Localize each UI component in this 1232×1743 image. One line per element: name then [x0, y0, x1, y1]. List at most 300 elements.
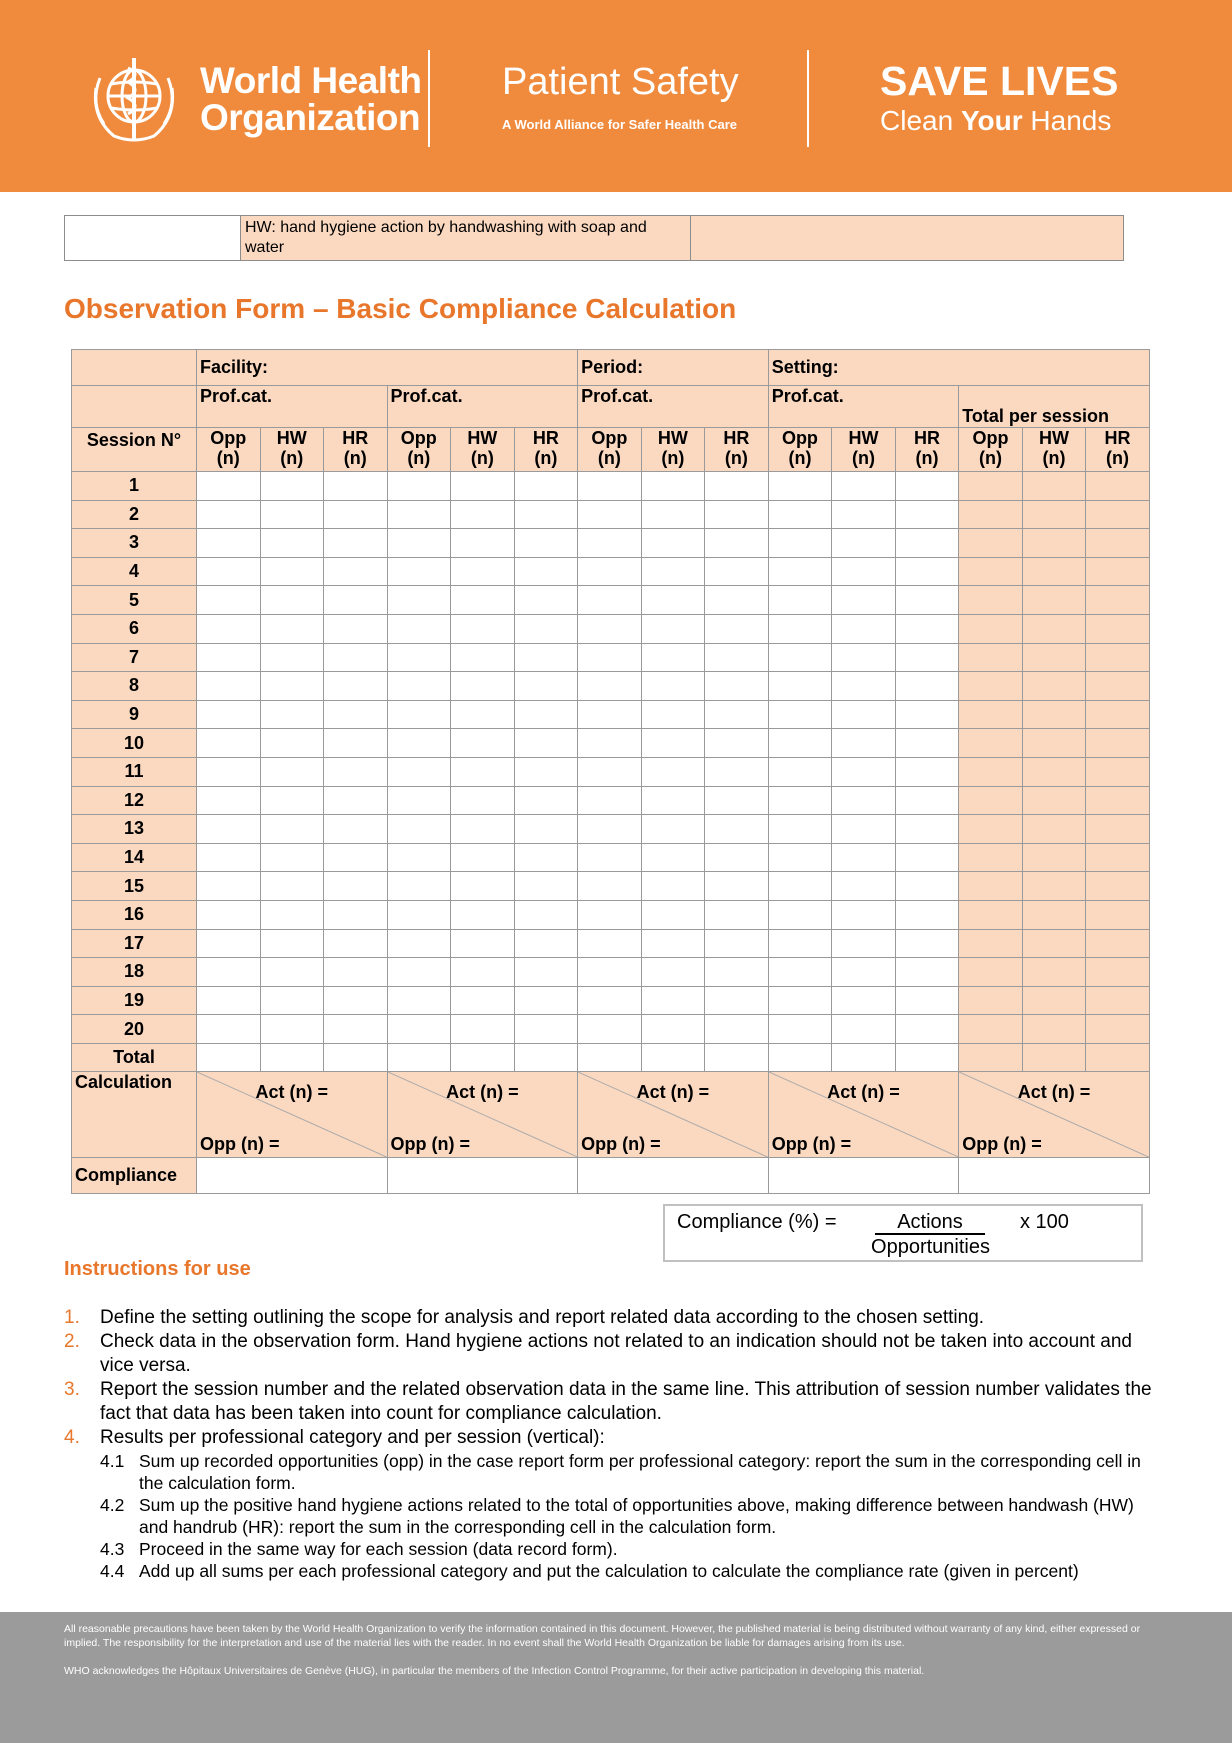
data-entry-cell[interactable] [578, 472, 642, 501]
data-entry-cell[interactable] [832, 786, 896, 815]
data-entry-cell[interactable] [705, 586, 769, 615]
data-entry-cell[interactable] [514, 614, 578, 643]
data-entry-cell[interactable] [1086, 872, 1150, 901]
data-entry-cell[interactable] [197, 529, 261, 558]
data-entry-cell[interactable] [959, 586, 1023, 615]
data-entry-cell[interactable] [197, 843, 261, 872]
data-entry-cell[interactable] [1022, 586, 1086, 615]
data-entry-cell[interactable] [832, 529, 896, 558]
data-entry-cell[interactable] [1022, 872, 1086, 901]
calculation-cell[interactable] [197, 1072, 388, 1158]
data-entry-cell[interactable] [832, 1015, 896, 1044]
data-entry-cell[interactable] [260, 1043, 324, 1072]
data-entry-cell[interactable] [197, 757, 261, 786]
data-entry-cell[interactable] [578, 757, 642, 786]
data-entry-cell[interactable] [959, 1015, 1023, 1044]
data-entry-cell[interactable] [705, 757, 769, 786]
data-entry-cell[interactable] [324, 1043, 388, 1072]
data-entry-cell[interactable] [1022, 1015, 1086, 1044]
facility-field[interactable]: Facility: [197, 350, 578, 386]
data-entry-cell[interactable] [514, 529, 578, 558]
data-entry-cell[interactable] [578, 900, 642, 929]
data-entry-cell[interactable] [451, 1043, 515, 1072]
data-entry-cell[interactable] [514, 900, 578, 929]
data-entry-cell[interactable] [832, 958, 896, 987]
data-entry-cell[interactable] [959, 872, 1023, 901]
data-entry-cell[interactable] [260, 700, 324, 729]
data-entry-cell[interactable] [1022, 929, 1086, 958]
data-entry-cell[interactable] [895, 958, 959, 987]
data-entry-cell[interactable] [959, 729, 1023, 758]
data-entry-cell[interactable] [768, 1015, 832, 1044]
data-entry-cell[interactable] [260, 472, 324, 501]
data-entry-cell[interactable] [705, 815, 769, 844]
data-entry-cell[interactable] [959, 815, 1023, 844]
data-entry-cell[interactable] [895, 1043, 959, 1072]
data-entry-cell[interactable] [705, 700, 769, 729]
data-entry-cell[interactable] [895, 557, 959, 586]
data-entry-cell[interactable] [514, 557, 578, 586]
data-entry-cell[interactable] [451, 614, 515, 643]
data-entry-cell[interactable] [768, 472, 832, 501]
compliance-cell[interactable] [387, 1158, 578, 1194]
data-entry-cell[interactable] [1086, 986, 1150, 1015]
data-entry-cell[interactable] [514, 500, 578, 529]
data-entry-cell[interactable] [768, 958, 832, 987]
data-entry-cell[interactable] [324, 729, 388, 758]
data-entry-cell[interactable] [387, 672, 451, 701]
data-entry-cell[interactable] [1022, 958, 1086, 987]
data-entry-cell[interactable] [197, 586, 261, 615]
data-entry-cell[interactable] [832, 843, 896, 872]
data-entry-cell[interactable] [451, 872, 515, 901]
data-entry-cell[interactable] [451, 929, 515, 958]
data-entry-cell[interactable] [705, 929, 769, 958]
data-entry-cell[interactable] [260, 815, 324, 844]
data-entry-cell[interactable] [514, 757, 578, 786]
data-entry-cell[interactable] [768, 786, 832, 815]
data-entry-cell[interactable] [768, 529, 832, 558]
data-entry-cell[interactable] [832, 929, 896, 958]
data-entry-cell[interactable] [387, 586, 451, 615]
data-entry-cell[interactable] [768, 986, 832, 1015]
data-entry-cell[interactable] [895, 843, 959, 872]
data-entry-cell[interactable] [641, 729, 705, 758]
data-entry-cell[interactable] [451, 529, 515, 558]
data-entry-cell[interactable] [832, 986, 896, 1015]
data-entry-cell[interactable] [387, 643, 451, 672]
data-entry-cell[interactable] [959, 1043, 1023, 1072]
data-entry-cell[interactable] [895, 472, 959, 501]
data-entry-cell[interactable] [1086, 557, 1150, 586]
data-entry-cell[interactable] [451, 1015, 515, 1044]
data-entry-cell[interactable] [197, 815, 261, 844]
data-entry-cell[interactable] [641, 872, 705, 901]
data-entry-cell[interactable] [705, 729, 769, 758]
data-entry-cell[interactable] [959, 472, 1023, 501]
data-entry-cell[interactable] [197, 986, 261, 1015]
data-entry-cell[interactable] [387, 1043, 451, 1072]
data-entry-cell[interactable] [451, 986, 515, 1015]
data-entry-cell[interactable] [768, 1043, 832, 1072]
data-entry-cell[interactable] [514, 815, 578, 844]
data-entry-cell[interactable] [260, 757, 324, 786]
data-entry-cell[interactable] [387, 872, 451, 901]
data-entry-cell[interactable] [832, 586, 896, 615]
data-entry-cell[interactable] [1086, 958, 1150, 987]
data-entry-cell[interactable] [832, 472, 896, 501]
data-entry-cell[interactable] [387, 958, 451, 987]
data-entry-cell[interactable] [1022, 529, 1086, 558]
data-entry-cell[interactable] [578, 843, 642, 872]
data-entry-cell[interactable] [514, 872, 578, 901]
data-entry-cell[interactable] [1022, 672, 1086, 701]
data-entry-cell[interactable] [514, 958, 578, 987]
data-entry-cell[interactable] [768, 757, 832, 786]
data-entry-cell[interactable] [451, 586, 515, 615]
data-entry-cell[interactable] [641, 757, 705, 786]
calculation-cell[interactable] [768, 1072, 959, 1158]
data-entry-cell[interactable] [514, 586, 578, 615]
data-entry-cell[interactable] [959, 672, 1023, 701]
data-entry-cell[interactable] [959, 958, 1023, 987]
compliance-cell[interactable] [578, 1158, 769, 1194]
data-entry-cell[interactable] [578, 786, 642, 815]
data-entry-cell[interactable] [387, 815, 451, 844]
data-entry-cell[interactable] [197, 672, 261, 701]
data-entry-cell[interactable] [324, 843, 388, 872]
data-entry-cell[interactable] [514, 729, 578, 758]
data-entry-cell[interactable] [1086, 700, 1150, 729]
data-entry-cell[interactable] [1086, 815, 1150, 844]
data-entry-cell[interactable] [578, 500, 642, 529]
data-entry-cell[interactable] [705, 872, 769, 901]
data-entry-cell[interactable] [387, 614, 451, 643]
data-entry-cell[interactable] [1086, 929, 1150, 958]
data-entry-cell[interactable] [1086, 672, 1150, 701]
data-entry-cell[interactable] [705, 557, 769, 586]
data-entry-cell[interactable] [514, 843, 578, 872]
data-entry-cell[interactable] [578, 815, 642, 844]
data-entry-cell[interactable] [451, 472, 515, 501]
data-entry-cell[interactable] [832, 672, 896, 701]
data-entry-cell[interactable] [260, 843, 324, 872]
data-entry-cell[interactable] [641, 986, 705, 1015]
data-entry-cell[interactable] [578, 586, 642, 615]
data-entry-cell[interactable] [514, 643, 578, 672]
data-entry-cell[interactable] [387, 700, 451, 729]
data-entry-cell[interactable] [895, 700, 959, 729]
data-entry-cell[interactable] [768, 557, 832, 586]
profcat-field-1[interactable]: Prof.cat. [197, 386, 388, 428]
data-entry-cell[interactable] [387, 500, 451, 529]
data-entry-cell[interactable] [895, 1015, 959, 1044]
data-entry-cell[interactable] [197, 472, 261, 501]
data-entry-cell[interactable] [324, 643, 388, 672]
data-entry-cell[interactable] [832, 643, 896, 672]
data-entry-cell[interactable] [324, 958, 388, 987]
data-entry-cell[interactable] [641, 700, 705, 729]
data-entry-cell[interactable] [324, 472, 388, 501]
calculation-cell[interactable] [959, 1072, 1150, 1158]
data-entry-cell[interactable] [197, 1043, 261, 1072]
data-entry-cell[interactable] [1022, 843, 1086, 872]
data-entry-cell[interactable] [959, 900, 1023, 929]
data-entry-cell[interactable] [768, 815, 832, 844]
data-entry-cell[interactable] [197, 929, 261, 958]
data-entry-cell[interactable] [768, 843, 832, 872]
data-entry-cell[interactable] [705, 529, 769, 558]
data-entry-cell[interactable] [451, 786, 515, 815]
data-entry-cell[interactable] [1022, 1043, 1086, 1072]
data-entry-cell[interactable] [197, 700, 261, 729]
period-field[interactable]: Period: [578, 350, 769, 386]
data-entry-cell[interactable] [387, 786, 451, 815]
data-entry-cell[interactable] [451, 900, 515, 929]
data-entry-cell[interactable] [705, 643, 769, 672]
data-entry-cell[interactable] [260, 929, 324, 958]
data-entry-cell[interactable] [1086, 1043, 1150, 1072]
data-entry-cell[interactable] [959, 557, 1023, 586]
data-entry-cell[interactable] [959, 843, 1023, 872]
data-entry-cell[interactable] [959, 700, 1023, 729]
data-entry-cell[interactable] [1086, 900, 1150, 929]
data-entry-cell[interactable] [1086, 472, 1150, 501]
data-entry-cell[interactable] [768, 643, 832, 672]
data-entry-cell[interactable] [959, 786, 1023, 815]
data-entry-cell[interactable] [1022, 815, 1086, 844]
compliance-cell[interactable] [768, 1158, 959, 1194]
data-entry-cell[interactable] [324, 986, 388, 1015]
data-entry-cell[interactable] [895, 872, 959, 901]
data-entry-cell[interactable] [387, 900, 451, 929]
data-entry-cell[interactable] [451, 643, 515, 672]
data-entry-cell[interactable] [768, 700, 832, 729]
data-entry-cell[interactable] [895, 586, 959, 615]
data-entry-cell[interactable] [895, 643, 959, 672]
data-entry-cell[interactable] [1086, 729, 1150, 758]
data-entry-cell[interactable] [260, 614, 324, 643]
profcat-field-3[interactable]: Prof.cat. [578, 386, 769, 428]
data-entry-cell[interactable] [514, 1043, 578, 1072]
data-entry-cell[interactable] [895, 729, 959, 758]
data-entry-cell[interactable] [768, 729, 832, 758]
data-entry-cell[interactable] [641, 643, 705, 672]
data-entry-cell[interactable] [705, 786, 769, 815]
data-entry-cell[interactable] [324, 586, 388, 615]
data-entry-cell[interactable] [768, 672, 832, 701]
data-entry-cell[interactable] [895, 529, 959, 558]
data-entry-cell[interactable] [387, 757, 451, 786]
data-entry-cell[interactable] [705, 986, 769, 1015]
data-entry-cell[interactable] [197, 786, 261, 815]
data-entry-cell[interactable] [895, 986, 959, 1015]
data-entry-cell[interactable] [387, 929, 451, 958]
data-entry-cell[interactable] [324, 757, 388, 786]
data-entry-cell[interactable] [324, 1015, 388, 1044]
data-entry-cell[interactable] [1086, 500, 1150, 529]
data-entry-cell[interactable] [641, 786, 705, 815]
setting-field[interactable]: Setting: [768, 350, 1149, 386]
data-entry-cell[interactable] [260, 872, 324, 901]
data-entry-cell[interactable] [197, 872, 261, 901]
data-entry-cell[interactable] [641, 1015, 705, 1044]
data-entry-cell[interactable] [1086, 786, 1150, 815]
data-entry-cell[interactable] [260, 958, 324, 987]
compliance-cell[interactable] [197, 1158, 388, 1194]
profcat-field-4[interactable]: Prof.cat. [768, 386, 959, 428]
data-entry-cell[interactable] [832, 500, 896, 529]
data-entry-cell[interactable] [260, 729, 324, 758]
data-entry-cell[interactable] [1086, 643, 1150, 672]
data-entry-cell[interactable] [451, 843, 515, 872]
data-entry-cell[interactable] [705, 1015, 769, 1044]
data-entry-cell[interactable] [1086, 1015, 1150, 1044]
data-entry-cell[interactable] [260, 643, 324, 672]
data-entry-cell[interactable] [260, 500, 324, 529]
data-entry-cell[interactable] [959, 529, 1023, 558]
data-entry-cell[interactable] [578, 700, 642, 729]
data-entry-cell[interactable] [578, 614, 642, 643]
data-entry-cell[interactable] [959, 614, 1023, 643]
data-entry-cell[interactable] [197, 614, 261, 643]
data-entry-cell[interactable] [451, 500, 515, 529]
data-entry-cell[interactable] [959, 757, 1023, 786]
data-entry-cell[interactable] [324, 900, 388, 929]
data-entry-cell[interactable] [832, 900, 896, 929]
data-entry-cell[interactable] [1086, 843, 1150, 872]
data-entry-cell[interactable] [578, 1015, 642, 1044]
data-entry-cell[interactable] [705, 614, 769, 643]
data-entry-cell[interactable] [1022, 729, 1086, 758]
data-entry-cell[interactable] [514, 472, 578, 501]
data-entry-cell[interactable] [1022, 786, 1086, 815]
data-entry-cell[interactable] [768, 929, 832, 958]
data-entry-cell[interactable] [641, 1043, 705, 1072]
data-entry-cell[interactable] [260, 986, 324, 1015]
data-entry-cell[interactable] [451, 958, 515, 987]
data-entry-cell[interactable] [514, 700, 578, 729]
data-entry-cell[interactable] [895, 929, 959, 958]
data-entry-cell[interactable] [514, 786, 578, 815]
calculation-cell[interactable] [387, 1072, 578, 1158]
profcat-field-2[interactable]: Prof.cat. [387, 386, 578, 428]
data-entry-cell[interactable] [705, 900, 769, 929]
data-entry-cell[interactable] [451, 757, 515, 786]
data-entry-cell[interactable] [641, 586, 705, 615]
data-entry-cell[interactable] [260, 529, 324, 558]
data-entry-cell[interactable] [578, 958, 642, 987]
data-entry-cell[interactable] [1022, 643, 1086, 672]
data-entry-cell[interactable] [324, 529, 388, 558]
data-entry-cell[interactable] [895, 786, 959, 815]
data-entry-cell[interactable] [1022, 614, 1086, 643]
data-entry-cell[interactable] [387, 986, 451, 1015]
data-entry-cell[interactable] [641, 958, 705, 987]
data-entry-cell[interactable] [324, 815, 388, 844]
data-entry-cell[interactable] [768, 500, 832, 529]
data-entry-cell[interactable] [641, 929, 705, 958]
data-entry-cell[interactable] [451, 729, 515, 758]
data-entry-cell[interactable] [895, 614, 959, 643]
data-entry-cell[interactable] [514, 929, 578, 958]
data-entry-cell[interactable] [705, 843, 769, 872]
data-entry-cell[interactable] [387, 729, 451, 758]
data-entry-cell[interactable] [1022, 757, 1086, 786]
data-entry-cell[interactable] [641, 900, 705, 929]
data-entry-cell[interactable] [1086, 614, 1150, 643]
data-entry-cell[interactable] [832, 872, 896, 901]
data-entry-cell[interactable] [1022, 472, 1086, 501]
data-entry-cell[interactable] [641, 843, 705, 872]
data-entry-cell[interactable] [324, 672, 388, 701]
data-entry-cell[interactable] [514, 1015, 578, 1044]
data-entry-cell[interactable] [451, 557, 515, 586]
data-entry-cell[interactable] [1086, 757, 1150, 786]
data-entry-cell[interactable] [197, 900, 261, 929]
data-entry-cell[interactable] [260, 586, 324, 615]
compliance-cell[interactable] [959, 1158, 1150, 1194]
data-entry-cell[interactable] [832, 1043, 896, 1072]
data-entry-cell[interactable] [832, 557, 896, 586]
data-entry-cell[interactable] [197, 958, 261, 987]
data-entry-cell[interactable] [705, 500, 769, 529]
data-entry-cell[interactable] [197, 500, 261, 529]
data-entry-cell[interactable] [514, 672, 578, 701]
data-entry-cell[interactable] [578, 929, 642, 958]
data-entry-cell[interactable] [324, 557, 388, 586]
data-entry-cell[interactable] [641, 815, 705, 844]
data-entry-cell[interactable] [324, 700, 388, 729]
data-entry-cell[interactable] [705, 472, 769, 501]
data-entry-cell[interactable] [959, 500, 1023, 529]
data-entry-cell[interactable] [578, 529, 642, 558]
data-entry-cell[interactable] [387, 557, 451, 586]
data-entry-cell[interactable] [324, 500, 388, 529]
data-entry-cell[interactable] [260, 786, 324, 815]
data-entry-cell[interactable] [197, 643, 261, 672]
data-entry-cell[interactable] [832, 729, 896, 758]
data-entry-cell[interactable] [260, 672, 324, 701]
data-entry-cell[interactable] [197, 1015, 261, 1044]
data-entry-cell[interactable] [451, 672, 515, 701]
data-entry-cell[interactable] [959, 986, 1023, 1015]
data-entry-cell[interactable] [1022, 700, 1086, 729]
data-entry-cell[interactable] [895, 900, 959, 929]
data-entry-cell[interactable] [1086, 529, 1150, 558]
data-entry-cell[interactable] [387, 472, 451, 501]
data-entry-cell[interactable] [705, 958, 769, 987]
data-entry-cell[interactable] [578, 672, 642, 701]
data-entry-cell[interactable] [578, 557, 642, 586]
data-entry-cell[interactable] [641, 500, 705, 529]
data-entry-cell[interactable] [260, 1015, 324, 1044]
data-entry-cell[interactable] [895, 672, 959, 701]
data-entry-cell[interactable] [895, 757, 959, 786]
data-entry-cell[interactable] [197, 729, 261, 758]
data-entry-cell[interactable] [959, 929, 1023, 958]
data-entry-cell[interactable] [514, 986, 578, 1015]
data-entry-cell[interactable] [324, 614, 388, 643]
data-entry-cell[interactable] [1086, 586, 1150, 615]
data-entry-cell[interactable] [578, 1043, 642, 1072]
data-entry-cell[interactable] [832, 757, 896, 786]
data-entry-cell[interactable] [641, 557, 705, 586]
data-entry-cell[interactable] [578, 643, 642, 672]
data-entry-cell[interactable] [768, 900, 832, 929]
data-entry-cell[interactable] [832, 700, 896, 729]
data-entry-cell[interactable] [641, 614, 705, 643]
